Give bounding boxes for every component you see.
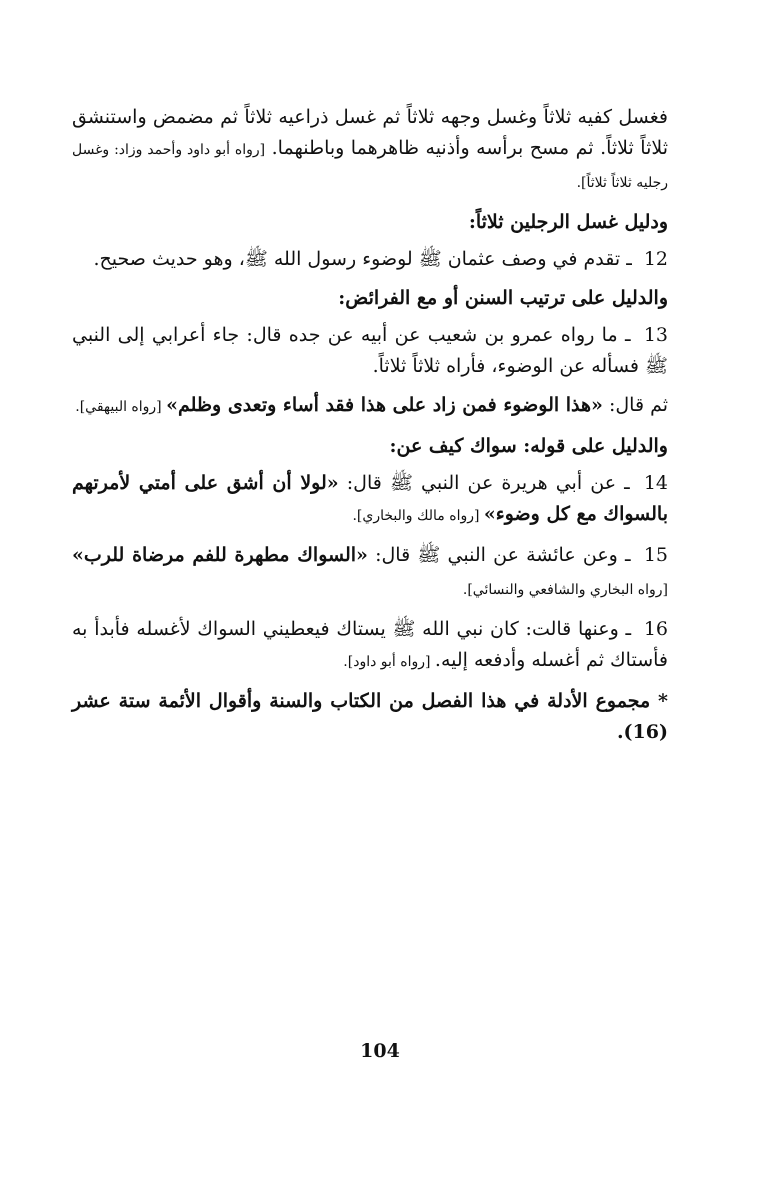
paragraph-13-continued	[72, 390, 668, 423]
heading-order-sunan: والدليل على ترتيب السنن أو مع الفرائض:	[338, 287, 668, 309]
paragraph-text: ـ وعنها قالت: كان نبي الله ﷺ يستاك فيعطيني السواك لأغسله فأبدأ به فأستاك ثم أغسله وأدفعه إليه.	[72, 618, 668, 671]
paragraph-15	[72, 540, 668, 606]
hadith-quote: «لولا أن أشق على أمتي لأمرتهم بالسواك مع كل وضوء»	[72, 472, 668, 525]
reference: [رواه البيهقي].	[75, 399, 167, 415]
paragraph-text: ثم قال:	[602, 394, 668, 416]
hadith-quote: «السواك مطهرة للفم مرضاة للرب»	[72, 544, 368, 566]
paragraph-12	[72, 244, 668, 275]
hadith-number: 12	[643, 248, 668, 270]
paragraph-text: فغسل كفيه ثلاثاً وغسل وجهه ثلاثاً ثم غسل ذراعيه ثلاثاً ثم مضمض واستنشق ثلاثاً ثلاثاً. ثم مسح برأسه وأذنيه ظاهرهما وباطنهما.	[72, 106, 668, 159]
paragraph-14	[72, 468, 668, 532]
hadith-number: 16	[643, 618, 668, 640]
hadith-number: 13	[643, 324, 668, 346]
paragraph-13	[72, 320, 668, 382]
paragraph-text: ـ ما رواه عمرو بن شعيب عن أبيه عن جده قال: جاء أعرابي إلى النبي ﷺ فسأله عن الوضوء، فأراه ثلاثاً ثلاثاً.	[72, 324, 668, 377]
hadith-quote: «هذا الوضوء فمن زاد على هذا فقد أساء وتعدى وظلم»	[166, 394, 603, 416]
paragraph-16	[72, 614, 668, 678]
paragraph-text: ـ وعن عائشة عن النبي ﷺ قال:	[367, 544, 631, 566]
hadith-number: 15	[643, 544, 668, 566]
page-number: 104	[360, 1040, 400, 1062]
page-content	[72, 102, 668, 756]
heading-feet-washing: ودليل غسل الرجلين ثلاثاً:	[468, 211, 668, 233]
paragraph-text: ـ تقدم في وصف عثمان ﷺ لوضوء رسول الله ﷺ، وهو حديث صحيح.	[93, 248, 632, 270]
reference: [رواه أبو داود وأحمد وزاد: وغسل رجليه ثلاثاً ثلاثاً].	[72, 142, 668, 191]
reference: [رواه أبو داود].	[343, 654, 435, 670]
reference: [رواه مالك والبخاري].	[352, 508, 484, 524]
summary-text: * مجموع الأدلة في هذا الفصل من الكتاب والسنة وأقوال الأئمة ستة عشر (16).	[72, 690, 668, 743]
hadith-number: 14	[643, 472, 668, 494]
paragraph-text: ـ عن أبي هريرة عن النبي ﷺ قال:	[338, 472, 630, 494]
reference: [رواه البخاري والشافعي والنسائي].	[462, 582, 668, 598]
paragraph-intro	[72, 102, 668, 199]
paragraph-summary	[72, 686, 668, 748]
heading-siwak: والدليل على قوله: سواك كيف عن:	[389, 435, 668, 457]
